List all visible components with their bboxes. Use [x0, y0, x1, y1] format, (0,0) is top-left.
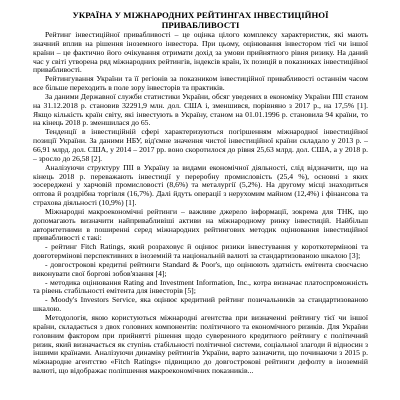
paragraph-5: Аналізуючи структуру ПІІ в Україну за видами економічної діяльності, слід відзначити, що на кінець 2018 р. переважають інвестиції у переробну промисловість (25,4 %), основні з яких зосереджені у харчовій промисловості (8,6%) та металургії (5,2%). На другому місці знаходиться оптова й роздрібна торгівля (16,7%). Далі йдуть операції з нерухомим майном (12,4%) і фінансова та страхова діяльності (10,9%) [1].	[33, 162, 368, 208]
list-item-sp: - довгострокові кредитні рейтинги Standard & Poor's, що оцінюють здатність емітента своєчасно виконувати свої боргові зобов'язання [4];	[33, 259, 368, 278]
page-title: УКРАЇНА У МІЖНАРОДНИХ РЕЙТИНГАХ ІНВЕСТИЦІЙНОЇ ПРИВАБЛИВОСТІ	[72, 10, 329, 30]
paragraph-methodology: Методологія, якою користуються міжнародні агентства при визначенні рейтингу тієї чи іншої країни, складається з двох головних компонентів: політичного та економічного ризиків. Для України головним фактором при прийнятті рішення щодо суверенного кредитного рейтингу є політичний ризик, який визначається як ступінь стабільності політичної системи, соціальної злагоди й відносин з іншими країнами. Аналізуючи динаміку рейтингів України, варто зазначити, що починаючи з 2015 р. міжнародне агентство «Fitch Ratings» підвищило до довгострокові рейтинги дефолту в іноземній валюті, що відображає поліпшення макроекономічних показників...	[33, 313, 368, 376]
paragraph-6: Міжнародні макроекономічні рейтинги – важливе джерело інформації, зокрема для ТНК, що допомагають визначити найпривабливіші активи на міжнародному ринку інвестицій. Найбільш авторитетними в поширенні серед міжнародних рейтингових методик оцінювання інвестиційної привабливості є такі:	[33, 206, 368, 243]
document-body	[33, 8, 368, 376]
paragraph-1: Рейтинг інвестиційної привабливості – це оцінка цілого комплексу характеристик, які мають значний вплив на рішення іноземного інвестора. При цьому, оцінювання інвестором тієї чи іншої країни – це фактично його очікування отримати дохід за умови прийнятного рівня ризику. На даний час у світі утворена ряд міжнародних рейтингів, індексів країн, їх позицій в показниках інвестиційної привабливості.	[33, 30, 368, 75]
paragraph-2: Рейтингування України та її регіонів за показником інвестиційної привабливості останнім часом все більше переходить в поле зору інвесторів та практиків.	[33, 74, 368, 93]
list-item-fitch: - рейтинг Fitch Ratings, який розраховує й оцінює ризики інвестування у короткотермінові та довготермінові перспективних в іноземній та національній валюті за стандартизованою шкалою [3];	[33, 242, 368, 261]
paragraph-4: Тенденції в інвестиційній сфері характеризуються погіршенням міжнародної інвестиційної позиції України. За даними НБУ, від'ємне значення чистої інвестиційної країни складало у 2013 р. – 66,91 млрд. дол. США, у 2014 – 2017 рр. воно скоротилося до рівня 25,63 млрд. дол. США, а у 2018 р. – зросло до 26,58 [2].	[33, 127, 368, 163]
paragraph-3: За даними Державної служби статистики України, обсяг уведених в економіку України ПІІ станом на 31.12.2018 р. становив 32291,9 млн. дол. США і, зменшився, порівняно з 2017 р., на 17,5% [1]. Якщо кількість країн світу, які інвестують в Україну, станом на 01.01.1996 р. становила 94 країни, то на кінець 2018 р. зменшилася до 65.	[33, 91, 368, 128]
list-item-moodys: - Moody's Investors Service, яка оцінює кредитний рейтинг позичальників за стандартизованою шкалою.	[33, 295, 368, 314]
list-item-rating-investment: - методика оцінювання Rating and Investment Information, Inc., котра визначає платоспроможність та рівень стабільності емітента для інвесторів [5];	[33, 277, 368, 296]
